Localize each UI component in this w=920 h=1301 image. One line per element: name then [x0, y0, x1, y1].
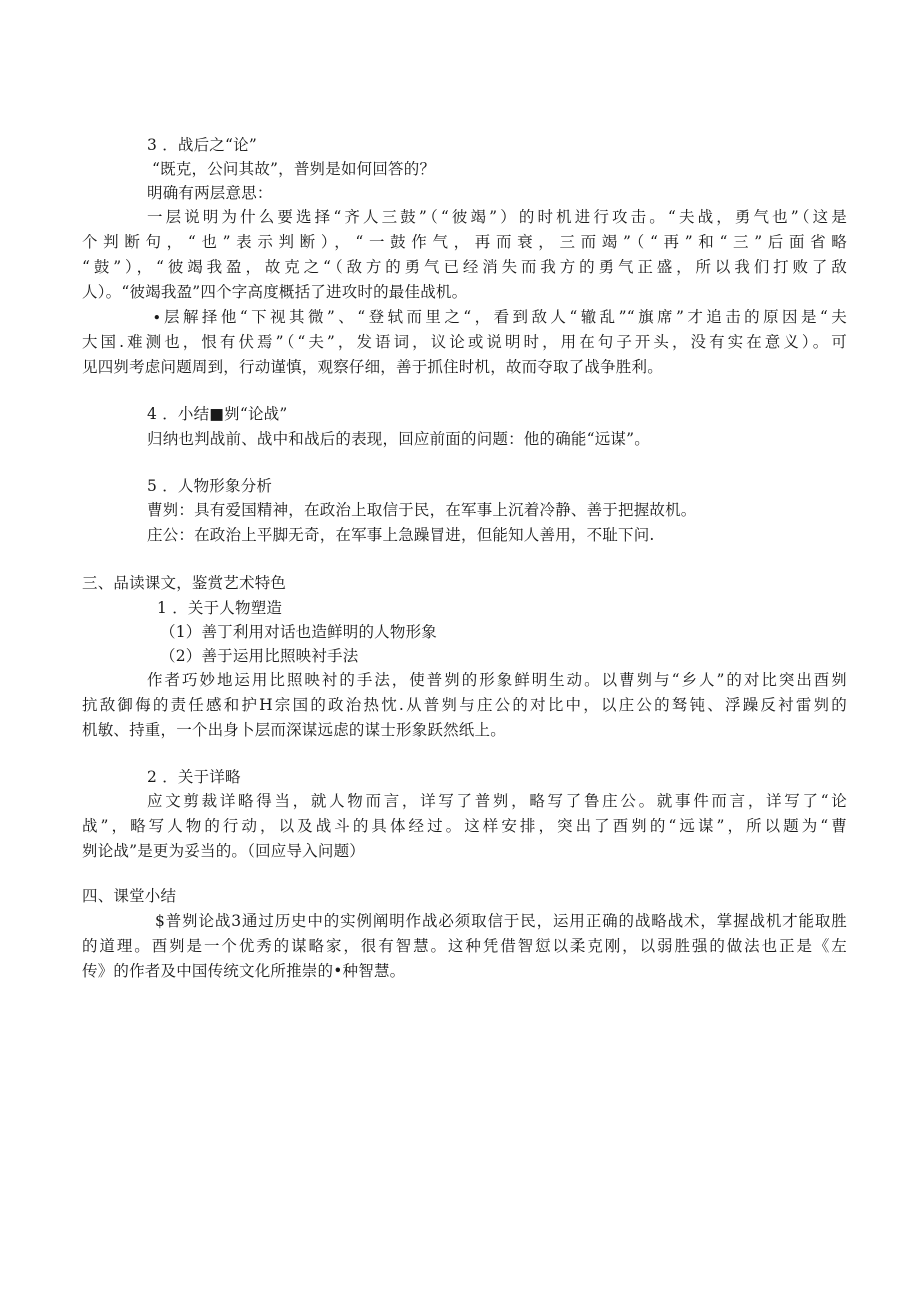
section-5-zhuanggong: 庄公：在政治上平脚无奇，在军事上急躁冒进，但能知人善用，不耻下问. [147, 526, 655, 544]
part-3-para-line2: 抗敌御侮的责任感和护H宗国的政治热忱.从普刿与庄公的对比中，以庄公的驽钝、浮躁反衬雷刿的 [82, 696, 847, 714]
section-4-heading: 4 ．小结■刿“论战” [147, 405, 288, 423]
section-3-heading: 3 ．战后之“论” [147, 136, 257, 154]
part-3-para2-line2: 战”，略写人物的行动，以及战斗的具体经过。这样安排，突出了酉刿的“远谋”，所以题为“曹 [82, 817, 847, 835]
section-3-intro: 明确有两层意思： [147, 184, 273, 202]
section-3-para1-line4: 人）。“彼竭我盈”四个字高度概括了进攻时的最佳战机。 [82, 283, 468, 301]
section-3-question: “既克，公问其故”，普刿是如何回答的？ [152, 160, 436, 178]
part-3-para-line1: 作者巧妙地运用比照映衬的手法，使普刿的形象鲜明生动。以曹刿与“乡人”的对比突出酉刿 [147, 671, 847, 689]
section-3-para2-line1: ∙层解择他“下视其微”、“登轼而里之“，看到敌人“辙乱”“旗席”才追击的原因是“夫 [153, 308, 847, 326]
section-3-para2-line3: 见四刿考虑问题周到，行动谨慎，观察仔细，善于抓住时机，故而夺取了战争胜利。 [82, 358, 663, 376]
part-3-item2: （2）善于运用比照映衬手法 [160, 647, 359, 665]
section-5-heading: 5 ．人物形象分析 [147, 477, 273, 495]
part-3-sub1-heading: 1 ．关于人物塑造 [157, 599, 283, 617]
part-3-heading: 三、品读课文，鉴赏艺术特色 [82, 574, 287, 592]
part-3-para2-line1: 应文剪裁详略得当，就人物而言，详写了普刿，略写了鲁庄公。就事件而言，详写了“论 [147, 792, 847, 810]
section-3-para1-line1: 一层说明为什么要选择“齐人三鼓”（“彼竭”）的时机进行攻击。“夫战，勇气也”（这是 [147, 208, 847, 226]
part-3-sub2-heading: 2 ．关于详略 [147, 768, 241, 786]
section-3-para2-line2: 大国.难测也，恨有伏焉”（“夫”，发语词，议论或说明时，用在句子开头，没有实在意义）。可 [82, 333, 847, 351]
section-4-para: 归纳也判战前、战中和战后的表现，回应前面的问题：他的确能“远谋”。 [147, 430, 650, 448]
part-4-para-line3: 传》的作者及中国传统文化所推崇的•种智慧。 [82, 962, 406, 980]
part-4-para-line1: $普刿论战3通过历史中的实例阐明作战必须取信于民，运用正确的战略战术，掌握战机才能取胜 [155, 912, 847, 930]
part-4-heading: 四、课堂小结 [82, 887, 177, 905]
part-3-item1: （1）善丁利用对话也造鲜明的人物形象 [160, 623, 437, 641]
part-3-para-line3: 机敏、持重，一个出身卜层而深谋远虑的谋士形象跃然纸上。 [82, 721, 506, 739]
section-3-para1-line2: 个判断句，“也”表示判断），“一鼓作气，再而衰，三而竭”（“再”和“三”后面省略 [82, 233, 847, 251]
part-4-para-line2: 的道理。酉刿是一个优秀的谋略家，很有智慧。这种凭借智愆以柔克刚，以弱胜强的做法也正是《左 [82, 937, 847, 955]
section-5-caogui: 曹刿：具有爱国精神，在政治上取信于民，在军事上沉着冷静、善于把握故机。 [147, 501, 697, 519]
part-3-para2-line3: 刿论战”是更为妥当的。（回应导入问题） [82, 842, 365, 860]
section-3-para1-line3: “鼓”），“彼竭我盈，故克之“（敌方的勇气已经消失而我方的勇气正盛，所以我们打败了敌 [82, 258, 847, 276]
